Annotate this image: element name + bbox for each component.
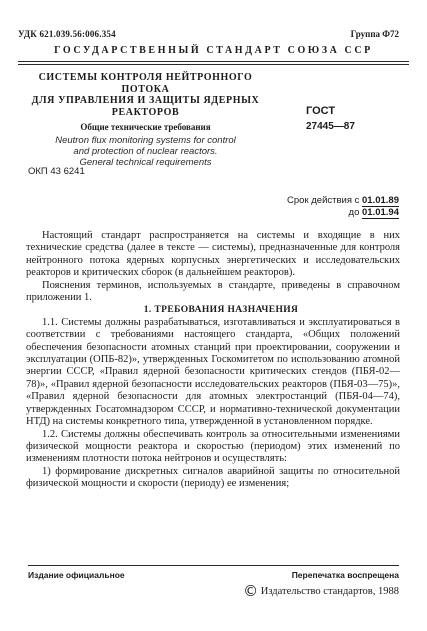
paragraph-1-1: 1.1. Системы должны разрабатываться, изготавливаться и эксплуатироваться в соответствии с требованиями настоящего стандарта, «Общих положений обеспечения безопасности атомных станций при проектировании, сооружении и эксплуатации (ОПБ-82)», утвержденных Госкомитетом по использованию атомной энергии СССР, «Правил ядерной безопасности критических стендов (ПБЯ-02—78)», «Правил ядерной безопасности исследовательских реакторов (ПБЯ-03—75)», «Правил ядерной безопасности для атомных электростанций (ПБЯ-04—74), утвержденных Госатомнадзором СССР, и нормативно-технической документации НТД) на системы конкретного типа, утвержденной в установленном порядке. <box>26 316 400 428</box>
header-divider-top <box>18 61 409 62</box>
footer-divider <box>28 565 399 566</box>
gost-label: ГОСТ <box>306 105 336 117</box>
body-text <box>26 230 400 491</box>
header-divider-bottom <box>18 64 409 65</box>
validity-to-label: до <box>348 206 360 218</box>
validity-from-label: Срок действия с <box>287 195 360 206</box>
validity-from-date: 01.01.89 <box>362 195 399 206</box>
header-row <box>18 29 409 41</box>
intro-paragraph-1: Настоящий стандарт распространяется на системы и входящие в них технические средства (далее в тексте — системы), предназначенные для контроля нейтронного потока ядерных корпусных энергетических и исследовательских реакторов и критических сборок (в дальнейшем реакторов). <box>26 230 400 279</box>
title-ru-line-3: РЕАКТОРОВ <box>111 106 180 118</box>
udk-code: УДК 621.039.56:006.354 <box>18 29 116 39</box>
edition-note: Издание официальное <box>28 570 125 580</box>
group-code: Группа Ф72 <box>350 29 399 39</box>
okp-code: ОКП 43 6241 <box>28 166 85 177</box>
copyright-line <box>243 582 399 600</box>
title-en-line-3: General technical requirements <box>79 157 212 168</box>
state-standard-heading: ГОСУДАРСТВЕННЫЙ СТАНДАРТ СОЮЗА ССР <box>54 45 373 56</box>
gost-box <box>306 105 396 132</box>
copyright-text: Издательство стандартов, 1988 <box>260 586 399 597</box>
validity-to-date: 01.01.94 <box>362 206 399 218</box>
title-en-line-1: Neutron flux monitoring systems for control <box>55 135 236 146</box>
footer <box>28 570 399 606</box>
reprint-notice: Перепечатка воспрещена <box>291 570 399 580</box>
title-en-line-2: and protection of nuclear reactors. <box>73 146 218 157</box>
validity-from-row <box>287 195 399 207</box>
validity-to-row <box>287 207 399 219</box>
title-ru-line-2: ДЛЯ УПРАВЛЕНИЯ И ЗАЩИТЫ ЯДЕРНЫХ <box>31 95 260 106</box>
title-block <box>18 72 273 168</box>
section-1-heading: 1. ТРЕБОВАНИЯ НАЗНАЧЕНИЯ <box>143 305 299 316</box>
paragraph-1-2-1: 1) формирование дискретных сигналов аварийной защиты по относительной физической мощности и скорости (периоду) ее изменения; <box>26 465 400 490</box>
title-subtitle: Общие технические требования <box>80 122 211 132</box>
paragraph-1-2: 1.2. Системы должны обеспечивать контроль за относительными изменениями физической мощности реактора и скоростью (периодом) этих изменений по изменениям плотности потока нейтронов и осуществлять: <box>26 428 400 465</box>
validity-period <box>287 195 399 218</box>
copyright-icon: © <box>243 582 259 600</box>
gost-number: 27445—87 <box>306 121 355 132</box>
title-ru-line-1: СИСТЕМЫ КОНТРОЛЯ НЕЙТРОННОГО ПОТОКА <box>38 72 253 95</box>
intro-paragraph-2: Пояснения терминов, используемых в стандарте, приведены в справочном приложении 1. <box>26 279 400 304</box>
